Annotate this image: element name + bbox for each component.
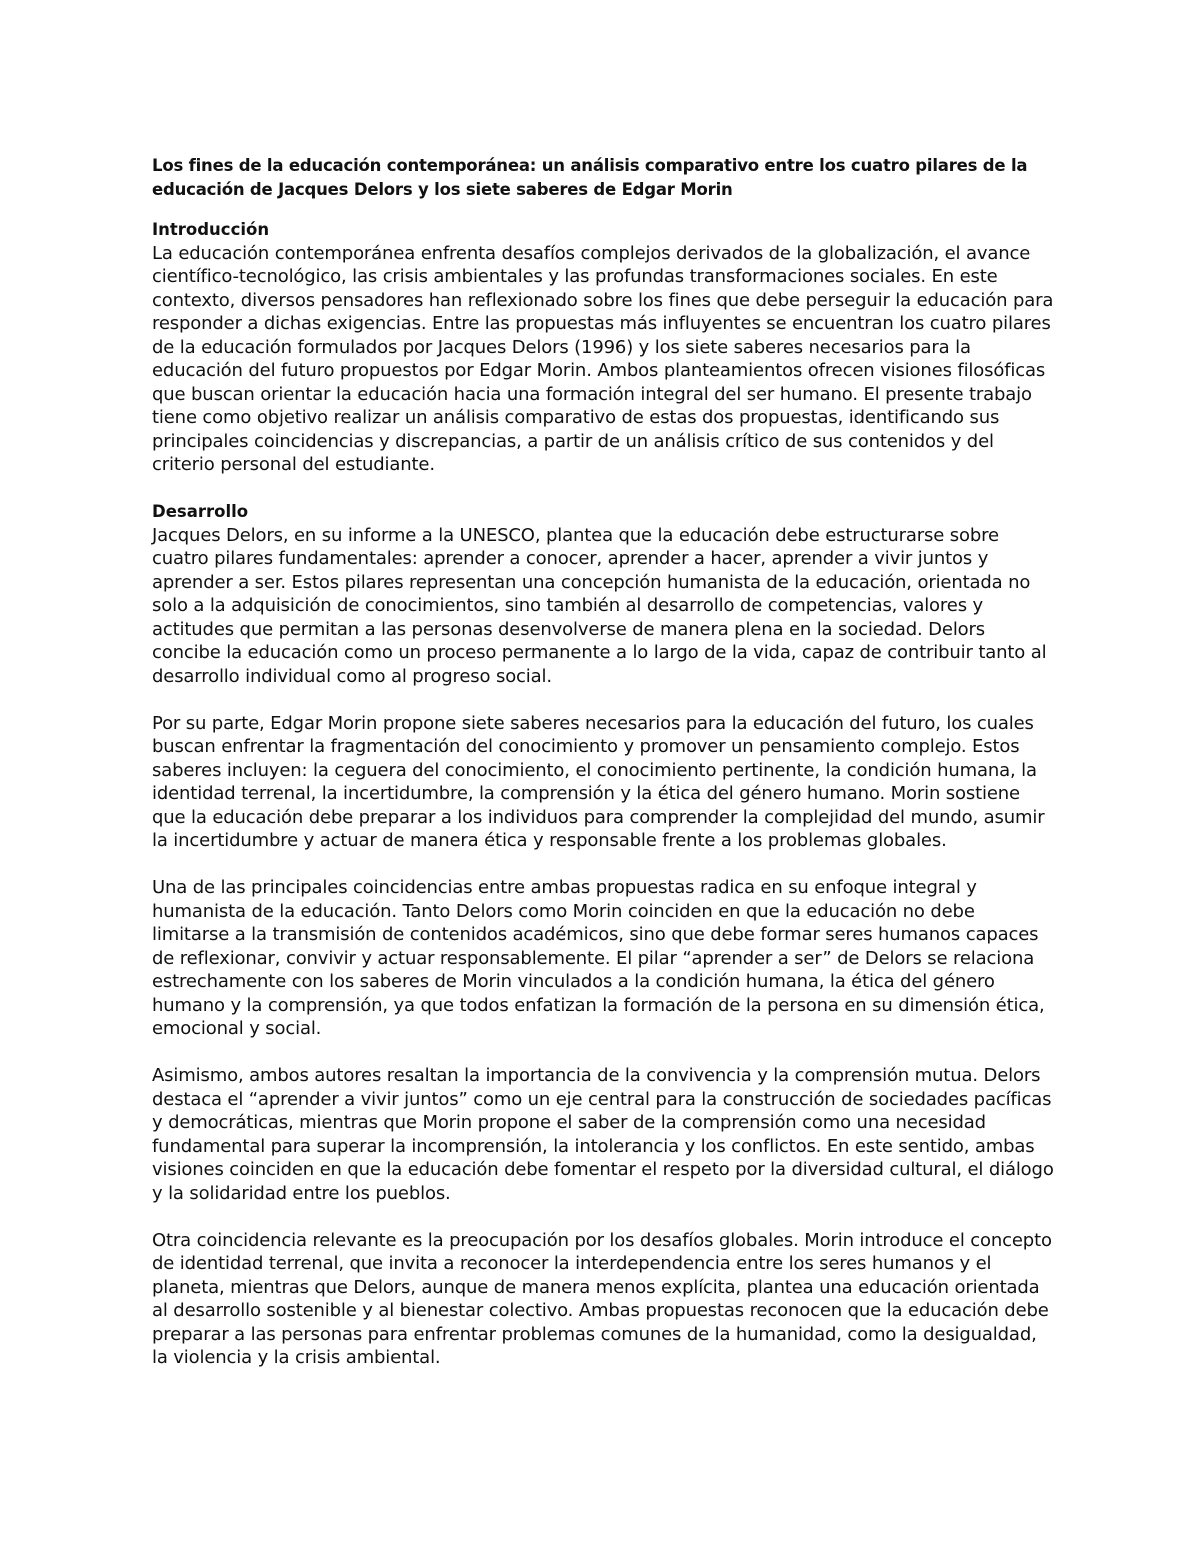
paragraph: Por su parte, Edgar Morin propone siete saberes necesarios para la educación del futuro, los cuales buscan enfrentar la fragmentación del conocimiento y promover un pensamiento complejo. Estos saberes incluyen: la ceguera del conocimiento, el conocimiento pertinente, la condición humana, la identidad terrenal, la incertidumbre, la comprensión y la ética del género humano. Morin sostiene que la educación debe preparar a los individuos para comprender la complejidad del mundo, asumir la incertidumbre y actuar de manera ética y responsable frente a los problemas globales.	[152, 712, 1045, 851]
section-heading: Desarrollo	[152, 502, 249, 521]
paragraph: Asimismo, ambos autores resaltan la importancia de la convivencia y la comprensión mutua. Delors destaca el “aprender a vivir juntos” como un eje central para la construcción de sociedades pacíficas y democráticas, mientras que Morin propone el saber de la comprensión como una necesidad fundamental para superar la incomprensión, la intolerancia y los conflictos. En este sentido, ambas visiones coinciden en que la educación debe fomentar el respeto por la diversidad cultural, el diálogo y la solidaridad entre los pueblos.	[152, 1065, 1054, 1204]
document-title: Los fines de la educación contemporánea: un análisis comparativo entre los cuatro pilares de la educación de Jacques Delors y los siete saberes de Edgar Morin	[152, 156, 1028, 199]
paragraph: Una de las principales coincidencias entre ambas propuestas radica en su enfoque integral y humanista de la educación. Tanto Delors como Morin coinciden en que la educación no debe limitarse a la transmisión de contenidos académicos, sino que debe formar seres humanos capaces de reflexionar, convivir y actuar responsablemente. El pilar “aprender a ser” de Delors se relaciona estrechamente con los saberes de Morin vinculados a la condición humana, la ética del género humano y la comprensión, ya que todos enfatizan la formación de la persona en su dimensión ética, emocional y social.	[152, 877, 1045, 1039]
section-introduction	[152, 218, 1057, 477]
section-development	[152, 500, 1057, 1370]
section-heading: Introducción	[152, 220, 270, 239]
paragraph: Otra coincidencia relevante es la preocupación por los desafíos globales. Morin introduce el concepto de identidad terrenal, que invita a reconocer la interdependencia entre los seres humanos y el planeta, mientras que Delors, aunque de manera menos explícita, plantea una educación orientada al desarrollo sostenible y al bienestar colectivo. Ambas propuestas reconocen que la educación debe preparar a las personas para enfrentar problemas comunes de la humanidad, como la desigualdad, la violencia y la crisis ambiental.	[152, 1229, 1052, 1368]
paragraph: Jacques Delors, en su informe a la UNESCO, plantea que la educación debe estructurarse sobre cuatro pilares fundamentales: aprender a conocer, aprender a hacer, aprender a vivir juntos y aprender a ser. Estos pilares representan una concepción humanista de la educación, orientada no solo a la adquisición de conocimientos, sino también al desarrollo de competencias, valores y actitudes que permitan a las personas desenvolverse de manera plena en la sociedad. Delors concibe la educación como un proceso permanente a lo largo de la vida, capaz de contribuir tanto al desarrollo individual como al progreso social.	[152, 524, 1047, 687]
document-body	[152, 154, 1057, 1393]
paragraph: La educación contemporánea enfrenta desafíos complejos derivados de la globalización, el avance científico-tecnológico, las crisis ambientales y las profundas transformaciones sociales. En este contexto, diversos pensadores han reflexionado sobre los fines que debe perseguir la educación para responder a dichas exigencias. Entre las propuestas más influyentes se encuentran los cuatro pilares de la educación formulados por Jacques Delors (1996) y los siete saberes necesarios para la educación del futuro propuestos por Edgar Morin. Ambos planteamientos ofrecen visiones filosóficas que buscan orientar la educación hacia una formación integral del ser humano. El presente trabajo tiene como objetivo realizar un análisis comparativo de estas dos propuestas, identificando sus principales coincidencias y discrepancias, a partir de un análisis crítico de sus contenidos y del criterio personal del estudiante.	[152, 242, 1054, 475]
